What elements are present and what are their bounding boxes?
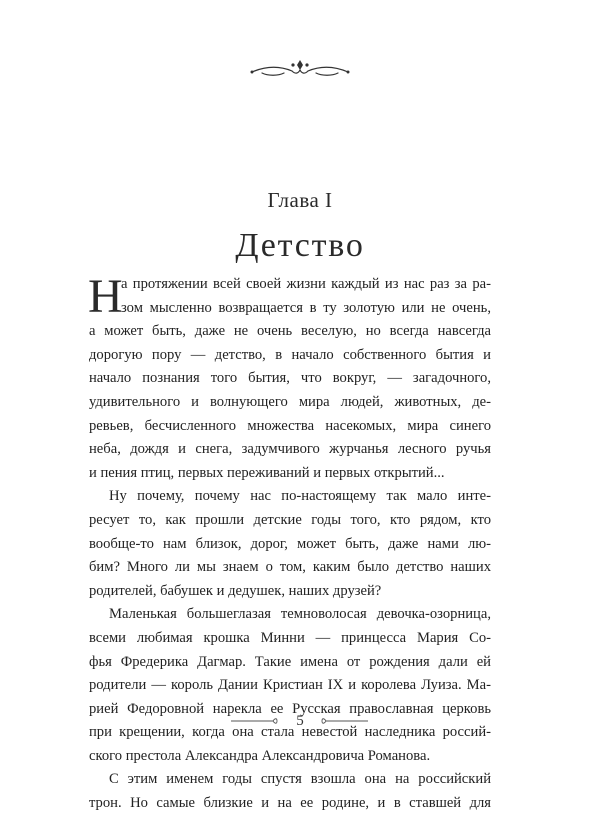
text-line: ревьев, бесчисленного множества насекомых, мира синего <box>89 417 491 434</box>
footer-flourish-right-icon <box>320 711 370 731</box>
paragraph-3 <box>89 603 491 768</box>
text-line: ского престола Александра Александровича Романова. <box>89 747 431 764</box>
text-line: а протяжении всей своей жизни каждый из нас раз за ра- <box>121 276 491 292</box>
text-line: бим? Много ли мы знаем о том, каким было детство наших <box>89 559 491 576</box>
text-line: дорогую пору — детство, в начало собственного бытия и <box>89 346 491 363</box>
text-line: зом мысленно возвращается в ту золотую или не очень, <box>121 299 491 316</box>
text-line: С этим именем годы спустя взошла она на российский <box>109 771 491 788</box>
paragraph-4 <box>89 768 491 815</box>
text-line: начало познания того бытия, что вокруг, — загадочного, <box>89 370 491 387</box>
text-line: рией Федоровной нарекла ее Русская православная церковь <box>89 700 491 717</box>
text-line: фья Фредерика Дагмар. Такие имена от рождения дали ей <box>89 653 491 670</box>
text-line: всеми любимая крошка Минни — принцесса Мария Со- <box>89 629 491 646</box>
ornament-flourish-icon <box>248 58 352 80</box>
text-line: при крещении, когда она стала невестой наследника россий- <box>89 724 491 741</box>
body-text <box>88 270 491 816</box>
text-line: родители — король Дании Кристиан IX и королева Луиза. Ма- <box>89 677 491 694</box>
drop-cap: Н <box>88 270 123 323</box>
paragraph-1 <box>88 270 491 485</box>
text-line: неба, дождя и снега, задумчивого журчанья лесного ручья <box>89 441 491 458</box>
footer-flourish-left-icon <box>229 711 279 731</box>
text-line: родителей, бабушек и дедушек, наших друзей? <box>89 582 382 599</box>
text-line: и пения птиц, первых переживаний и первых открытий... <box>89 464 445 481</box>
text-line: ресует то, как прошли детские годы того, кто рядом, кто <box>89 511 491 528</box>
text-line: вообще-то нам близок, дорог, может быть, даже нами лю- <box>89 535 491 552</box>
text-line: трон. Но самые близкие и на ее родине, и в ставшей для <box>89 795 491 812</box>
chapter-label: Глава I <box>267 188 333 212</box>
text-line: удивительного и волнующего мира людей, животных, де- <box>89 393 491 410</box>
paragraph-2 <box>89 485 491 603</box>
chapter-title: Детство <box>235 227 365 264</box>
text-line: Ну почему, почему нас по-настоящему так мало инте- <box>109 488 491 505</box>
text-line: а может быть, даже не очень веселую, но всегда навсегда <box>89 323 491 340</box>
page-number: 5 <box>296 713 304 729</box>
page-footer <box>0 711 600 731</box>
text-line: Маленькая большеглазая темноволосая девочка-озорница, <box>109 606 491 623</box>
